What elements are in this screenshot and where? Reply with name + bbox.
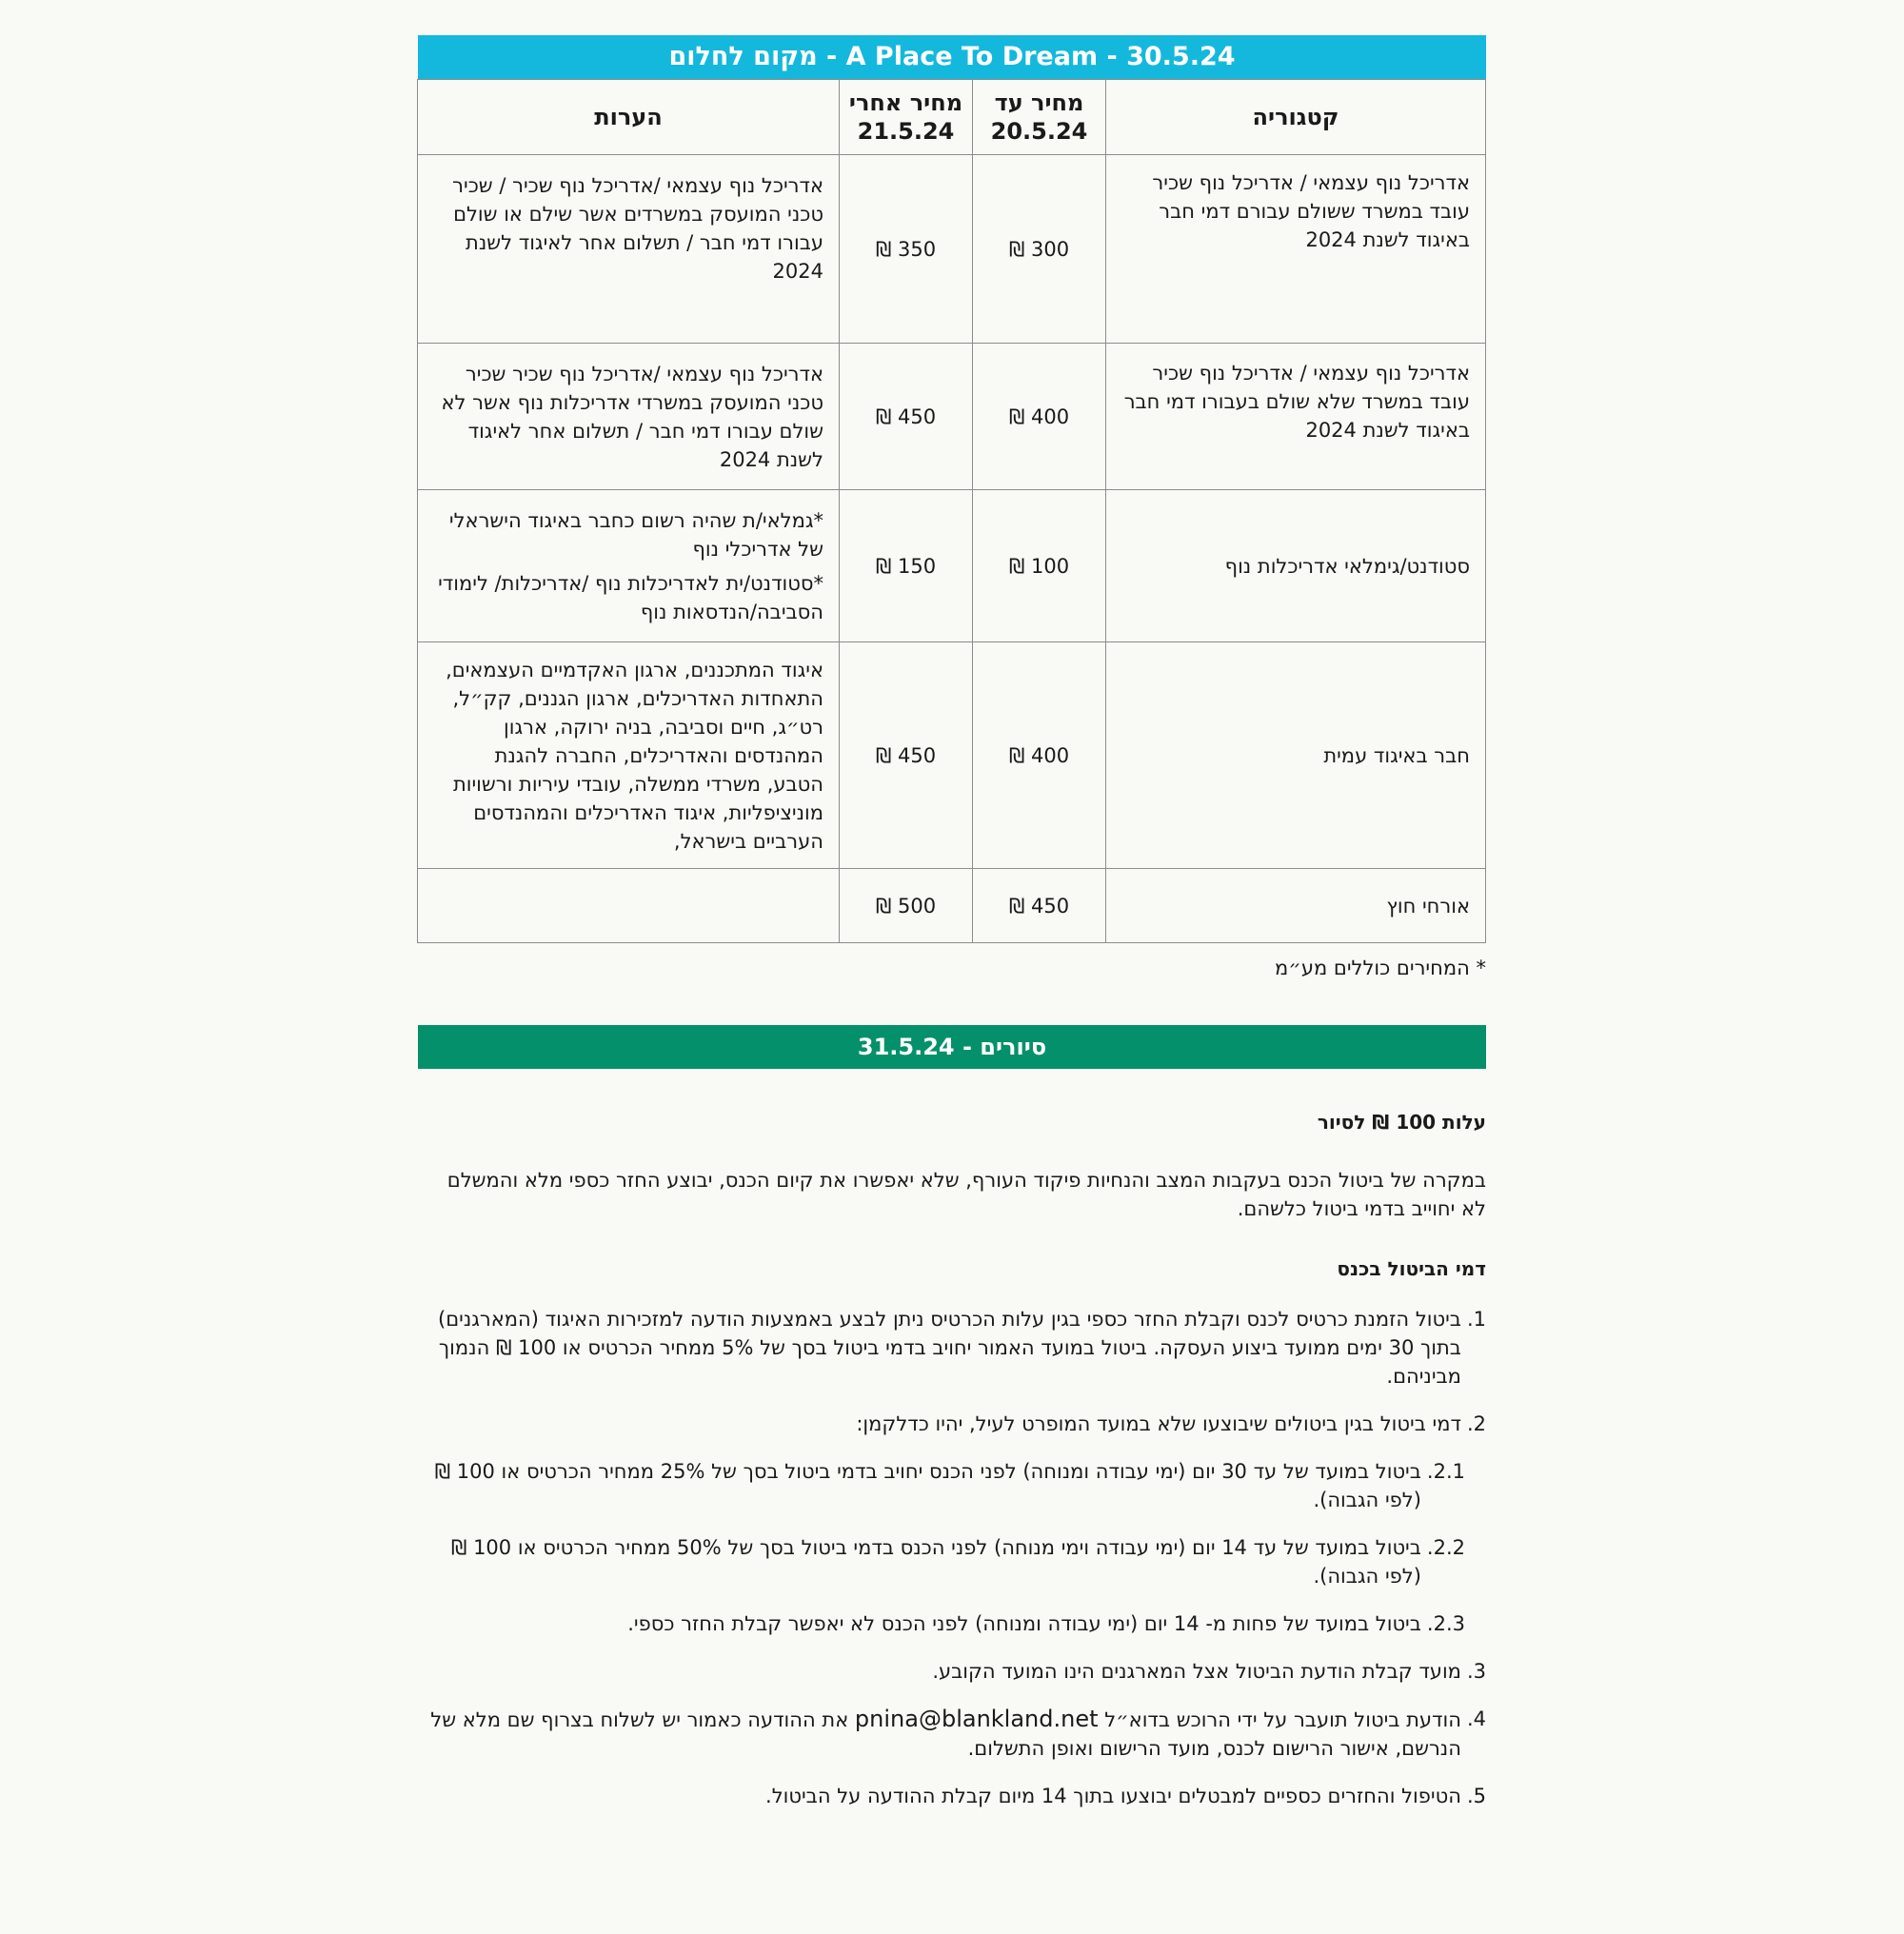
refund-paragraph: במקרה של ביטול הכנס בעקבות המצב והנחיות פיקוד העורף, שלא יאפשרו את קיום הכנס, יבוצע החזר כספי מלא והמשלם לא יחוייב בדמי ביטול כלשהם.	[446, 1169, 1486, 1220]
rule-number: 2.1.	[1426, 1460, 1465, 1483]
price-table	[417, 79, 1486, 943]
row-category: סטודנט/גימלאי אדריכלות נוף	[1106, 490, 1486, 642]
list-item	[418, 1782, 1486, 1810]
table-row	[418, 642, 1486, 869]
rule-text: הטיפול והחזרים כספיים למבטלים יבוצעו בתוך 14 מיום קבלת ההודעה על הביטול.	[765, 1785, 1461, 1807]
row-category: אורחי חוץ	[1106, 869, 1486, 943]
row-price-until: 300 ₪	[973, 155, 1106, 344]
row-price-after: 350 ₪	[840, 155, 973, 344]
header-price-until: מחיר עד 20.5.24	[973, 80, 1106, 155]
cancellation-fees-title: דמי הביטול בכנס	[1337, 1257, 1486, 1280]
rule-text: ביטול במועד של עד 14 יום (ימי עבודה וימי מנוחה) לפני הכנס בדמי ביטול בסך של 50% ממחיר הכרטיס או 100 ₪ (לפי הגבוה).	[450, 1536, 1421, 1588]
row-notes	[418, 344, 840, 490]
list-item	[418, 1609, 1486, 1638]
email-link[interactable]: pnina@blankland.net	[854, 1706, 1099, 1732]
price-table-header-row	[418, 80, 1486, 155]
header-notes: הערות	[418, 80, 840, 155]
table-row	[418, 344, 1486, 490]
list-item	[418, 1657, 1486, 1686]
header-price-after: מחיר אחרי 21.5.24	[840, 80, 973, 155]
vat-footnote: * המחירים כוללים מע״מ	[1275, 957, 1486, 979]
rule-text: ביטול במועד של עד 30 יום (ימי עבודה ומנוחה) לפני הכנס יחויב בדמי ביטול בסך של 25% ממחיר הכרטיס או 100 ₪ (לפי הגבוה).	[434, 1460, 1421, 1511]
table-row	[418, 490, 1486, 642]
list-item	[418, 1705, 1486, 1763]
tours-section-title: סיורים - 31.5.24	[418, 1025, 1486, 1069]
list-item	[418, 1533, 1486, 1590]
rule-text-after-email: את ההודעה כאמור יש לשלוח בצרוף שם מלא של הנרשם, אישור הרישום לכנס, מועד הרישום ואופן התשלום.	[430, 1708, 1461, 1760]
row-notes	[418, 642, 840, 869]
table-row	[418, 155, 1486, 344]
document	[418, 35, 1486, 1829]
rule-text: דמי ביטול בגין ביטולים שיבוצעו שלא במועד המופרט לעיל, יהיו כדלקמן:	[856, 1412, 1461, 1435]
row-price-until: 450 ₪	[973, 869, 1106, 943]
row-price-after: 450 ₪	[840, 642, 973, 869]
rule-text: מועד קבלת הודעת הביטול אצל המארגנים הינו המועד הקובע.	[932, 1660, 1461, 1683]
row-price-until: 400 ₪	[973, 344, 1106, 490]
rule-text: ביטול במועד של פחות מ- 14 יום (ימי עבודה ומנוחה) לפני הכנס לא יאפשר קבלת החזר כספי.	[627, 1612, 1421, 1635]
row-note-text: *גמלאי/ת שהיה רשום כחבר באיגוד הישראלי של אדריכלי נוף	[448, 508, 823, 561]
row-notes	[418, 155, 840, 344]
row-category: אדריכל נוף עצמאי / אדריכל נוף שכיר עובד במשרד ששולם עבורם דמי חבר באיגוד לשנת 2024	[1106, 155, 1486, 344]
row-category: אדריכל נוף עצמאי / אדריכל נוף שכיר עובד במשרד שלא שולם בעבורו דמי חבר באיגוד לשנת 2024	[1106, 344, 1486, 490]
rule-text-before-email: הודעת ביטול תועבר על ידי הרוכש בדוא״ל	[1104, 1708, 1461, 1731]
row-price-until: 400 ₪	[973, 642, 1106, 869]
rule-number: 2.2.	[1426, 1536, 1465, 1559]
row-price-after: 500 ₪	[840, 869, 973, 943]
row-price-after: 150 ₪	[840, 490, 973, 642]
cancellation-rules-list	[418, 1305, 1486, 1810]
row-note-text: *סטודנט/ית לאדריכלות נוף /אדריכלות/ לימודי הסביבה/הנדסאות נוף	[438, 571, 823, 623]
list-item	[418, 1457, 1486, 1514]
rule-number: 2.	[1466, 1412, 1486, 1435]
price-table-title: A Place To Dream - 30.5.24 - מקום לחלום	[418, 35, 1486, 79]
rule-number: 2.3.	[1426, 1612, 1465, 1635]
rule-number: 5.	[1466, 1785, 1486, 1807]
list-item	[418, 1305, 1486, 1391]
row-notes	[418, 869, 840, 943]
row-price-after: 450 ₪	[840, 344, 973, 490]
tour-cost: עלות 100 ₪ לסיור	[1317, 1111, 1486, 1134]
row-price-until: 100 ₪	[973, 490, 1106, 642]
rule-number: 4.	[1466, 1707, 1486, 1730]
row-category: חבר באיגוד עמית	[1106, 642, 1486, 869]
table-row	[418, 869, 1486, 943]
list-item	[418, 1410, 1486, 1438]
rule-text: ביטול הזמנת כרטיס לכנס וקבלת החזר כספי בגין עלות הכרטיס ניתן לבצע באמצעות הודעה למזכירות האיגוד (המארגנים) בתוך 30 ימים ממועד ביצוע העסקה. ביטול במועד האמור יחויב בדמי ביטול בסך של 5% ממחיר הכרטיס או 100 ₪ הנמוך מביניהם.	[438, 1308, 1461, 1388]
rule-text	[418, 1705, 1461, 1763]
rule-number: 3.	[1466, 1660, 1486, 1683]
rule-number: 1.	[1466, 1308, 1486, 1331]
header-category: קטגוריה	[1106, 80, 1486, 155]
row-note-text: אדריכל נוף עצמאי /אדריכל נוף שכיר שכיר טכני המועסק במשרדי אדריכלות נוף אשר לא שולם עבורו דמי חבר / תשלום אחר לאיגוד לשנת 2024	[441, 362, 823, 471]
row-note-text: איגוד המתכננים, ארגון האקדמיים העצמאים, התאחדות האדריכלים, ארגון הגננים, קק״ל, רט״ג, חיים וסביבה, בניה ירוקה, ארגון המהנדסים והאדריכלים, החברה להגנת הטבע, משרדי ממשלה, עובדי עיריות ורשויות מוניציפליות, איגוד האדריכלים והמהנדסים הערביים בישראל,	[446, 658, 823, 853]
row-notes	[418, 490, 840, 642]
row-note-text: אדריכל נוף עצמאי /אדריכל נוף שכיר / שכיר טכני המועסק במשרדים אשר שילם או שולם עבורו דמי חבר / תשלום אחר לאיגוד לשנת 2024	[452, 174, 823, 283]
